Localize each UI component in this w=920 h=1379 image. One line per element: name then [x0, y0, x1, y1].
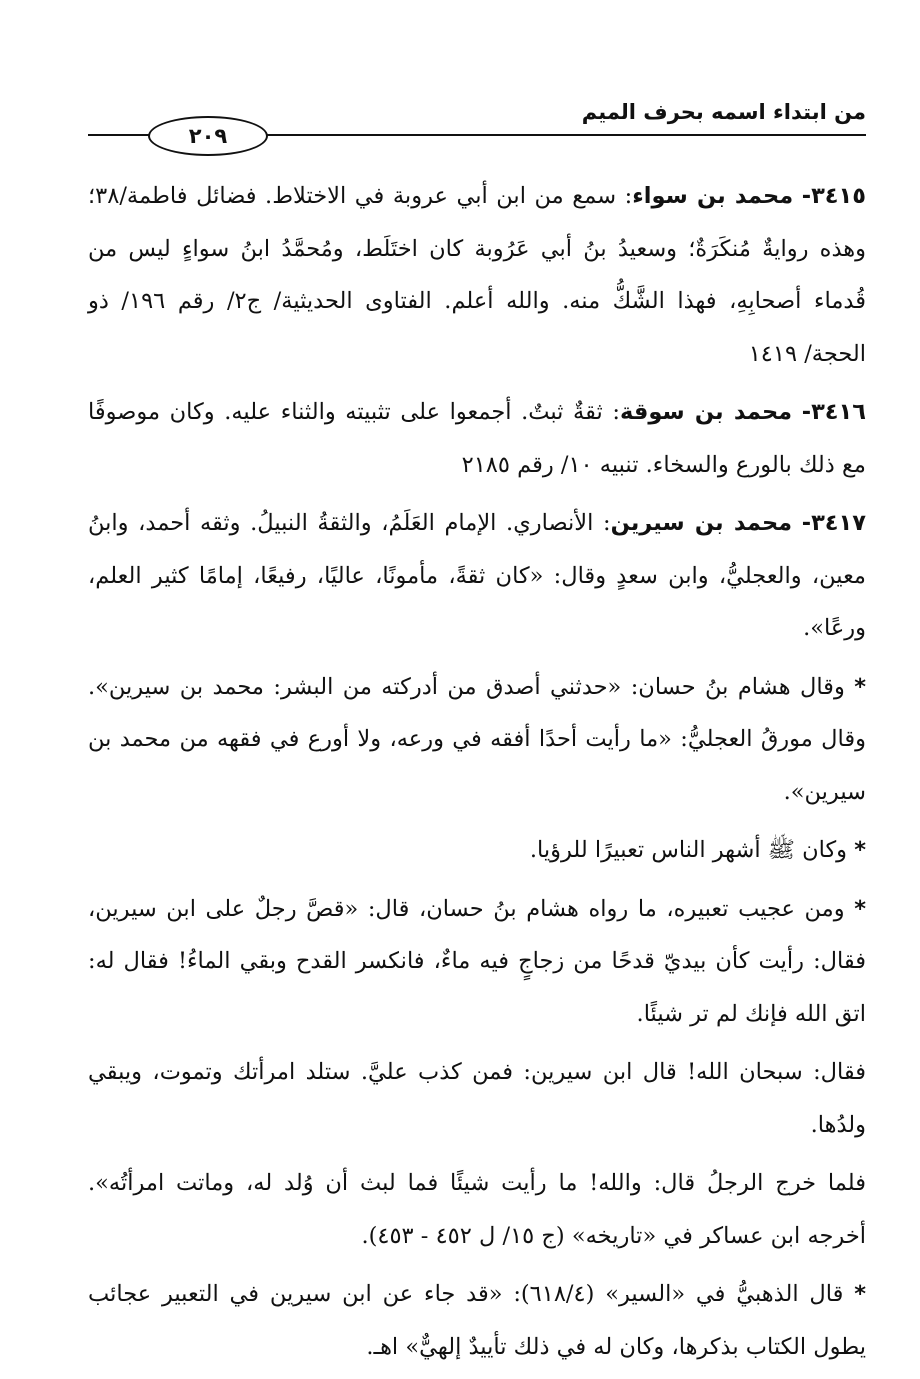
paragraph-text: وقال هشام بنُ حسان: «حدثني أصدق من أدركته من البشر: محمد بن سيرين». وقال مورقُ العجليُّ: «ما رأيت أحدًا أفقه في ورعه، ولا أورع في فقهه من محمد بن سيرين». [88, 673, 866, 805]
entry-text: : ثقةٌ ثبتٌ. أجمعوا على تثبيته والثناء عليه. وكان موصوفًا مع ذلك بالورع والسخاء. تنبيه ١٠/ رقم ٢١٨٥ [88, 399, 866, 478]
paragraph-text: قال الذهبيُّ في «السير» (٦١٨/٤): «قد جاء عن ابن سيرين في التعبير عجائب يطول الكتاب بذكرها، وكان له في ذلك تأييدٌ إلهيٌّ» اهـ. [88, 1281, 866, 1360]
entry-text: : الأنصاري. الإمام العَلَمُ، والثقةُ النبيلُ. وثقه أحمد، وابنُ معين، والعجليُّ، وابن سعدٍ وقال: «كان ثقةً، مأمونًا، عاليًا، رفيعًا، إمامًا كثير العلم، ورعًا». [88, 510, 866, 641]
page-header [88, 96, 866, 156]
paragraph-story-end [88, 1157, 866, 1262]
paragraph-text: وكان ﷺ أشهر الناس تعبيرًا للرؤيا. [529, 837, 848, 863]
star-marker: * [854, 837, 866, 863]
entry-text: : سمع من ابن أبي عروبة في الاختلاط. فضائل فاطمة/٣٨؛ وهذه روايةٌ مُنكَرَةٌ؛ وسعيدُ بنُ أبي عَرُوبة كان اختَلَط، ومُحمَّدُ ابنُ سواءٍ ليس من قُدماء أصحابِهِ، فهذا الشَّكُّ منه. والله أعلم. الفتاوى الحديثية/ ج٢/ رقم ١٩٦/ ذو الحجة/ ١٤١٩ [88, 183, 867, 367]
paragraph-text: فلما خرج الرجلُ قال: والله! ما رأيت شيئًا فما لبث أن وُلد له، وماتت امرأتُه». أخرجه ابن عساكر في «تاريخه» (ج ١٥/ ل ٤٥٢ - ٤٥٣). [88, 1170, 866, 1249]
page-number: ٢٠٩ [148, 116, 268, 156]
entry-number: ٣٤١٥- [801, 183, 866, 209]
paragraph-text: فقال: سبحان الله! قال ابن سيرين: فمن كذب عليَّ. ستلد امرأتك وتموت، ويبقي ولدُها. [88, 1059, 866, 1138]
running-title: من ابتداء اسمه بحرف الميم [581, 100, 866, 124]
entry-name: محمد بن سيرين [610, 510, 793, 536]
star-marker: * [854, 1281, 866, 1307]
paragraph-hisham-quote [88, 661, 866, 819]
entry-number: ٣٤١٦- [801, 399, 867, 425]
entry-name: محمد بن سواء [632, 183, 794, 209]
entry-3415 [88, 170, 866, 380]
star-marker: * [854, 673, 866, 700]
paragraph-dream-interpretation [88, 824, 866, 877]
paragraph-story-start [88, 883, 866, 1041]
star-marker: * [854, 895, 866, 922]
paragraph-text: ومن عجيب تعبيره، ما رواه هشام بنُ حسان، قال: «قصَّ رجلٌ على ابن سيرين، فقال: رأيت كأن بيديّ قدحًا من زجاجٍ فيه ماءٌ، فانكسر القدح وبقي الماءُ! فقال له: اتق الله فإنك لم تر شيئًا. [88, 895, 866, 1027]
entry-3416 [88, 386, 866, 491]
entry-3417 [88, 497, 866, 655]
entry-name: محمد بن سوقة [619, 399, 793, 425]
page-body [88, 170, 866, 1379]
paragraph-story-middle [88, 1046, 866, 1151]
paragraph-dhahabi-quote [88, 1268, 866, 1373]
entry-number: ٣٤١٧- [801, 510, 866, 536]
